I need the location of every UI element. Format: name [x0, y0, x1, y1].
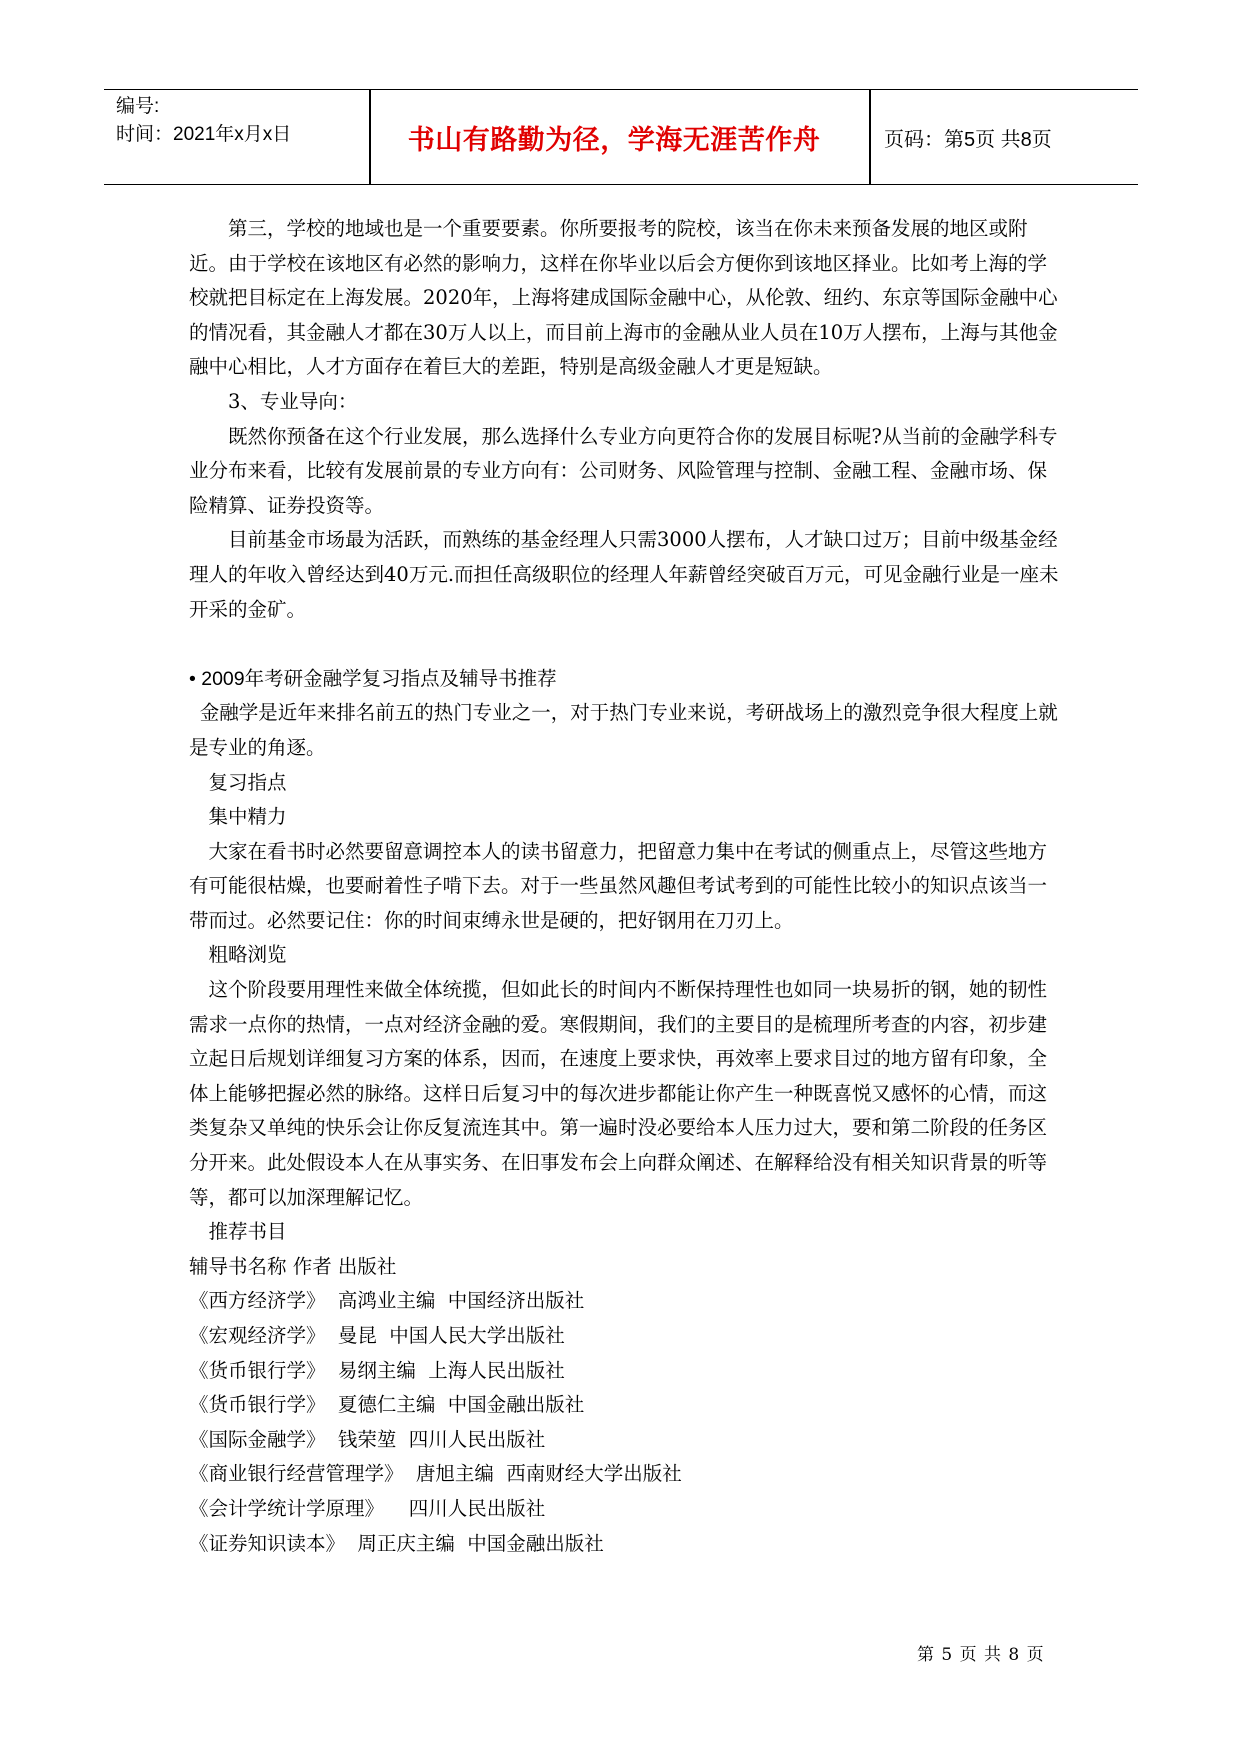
book-item: 《会计学统计学原理》 四川人民出版社	[189, 1496, 546, 1520]
time-label: 时间：2021年x月x日	[116, 124, 292, 145]
document-body	[189, 212, 1065, 1561]
paragraph: 大家在看书时必然要留意调控本人的读书留意力，把留意力集中在考试的侧重点上，尽管这些地方有可能很枯燥，也要耐着性子啃下去。对于一些虽然风趣但考试考到的可能性比较小的知识点该当一带而过。必然要记住：你的时间束缚永世是硬的，把好钢用在刀刃上。	[189, 839, 1048, 932]
subheading: 集中精力	[208, 805, 287, 829]
book-item: 《国际金融学》 钱荣堃 四川人民出版社	[189, 1427, 546, 1451]
book-list-header: 辅导书名称 作者 出版社	[189, 1254, 397, 1278]
subheading: 复习指点	[208, 770, 287, 794]
section-heading: 3、专业导向：	[228, 389, 358, 413]
book-item: 《西方经济学》 高鸿业主编 中国经济出版社	[189, 1289, 585, 1313]
book-item: 《宏观经济学》 曼昆 中国人民大学出版社	[189, 1324, 565, 1347]
header-left-cell	[116, 93, 366, 149]
book-item: 《货币银行学》 易纲主编 上海人民出版社	[189, 1358, 565, 1382]
header-page-label: 页码：第5页 共8页	[884, 128, 1052, 151]
book-item: 《货币银行学》 夏德仁主编 中国金融出版社	[189, 1393, 585, 1417]
book-item: 《证券知识读本》 周正庆主编 中国金融出版社	[189, 1531, 604, 1555]
header-motto: 书山有路勤为径，学海无涯苦作舟	[407, 124, 821, 156]
paragraph: 金融学是近年来排名前五的热门专业之一，对于热门专业来说，考研战场上的激烈竞争很大程度上就是专业的角逐。	[189, 701, 1058, 759]
book-item: 《商业银行经营管理学》 唐旭主编 西南财经大学出版社	[189, 1462, 682, 1486]
paragraph: 第三，学校的地域也是一个重要要素。你所要报考的院校，该当在你未来预备发展的地区或附近。由于学校在该地区有必然的影响力，这样在你毕业以后会方便你到该地区择业。比如考上海的学校就把目标定在上海发展。2020年，上海将建成国际金融中心，从伦敦、纽约、东京等国际金融中心的情况看，其金融人才都在30万人以上，而目前上海市的金融从业人员在10万人摆布，上海与其他金融中心相比，人才方面存在着巨大的差距，特别是高级金融人才更是短缺。	[189, 217, 1058, 379]
paragraph: 既然你预备在这个行业发展，那么选择什么专业方向更符合你的发展目标呢?从当前的金融学科专业分布来看，比较有发展前景的专业方向有：公司财务、风险管理与控制、金融工程、金融市场、保险精算、证券投资等。	[189, 424, 1058, 517]
paragraph: 目前基金市场最为活跃，而熟练的基金经理人只需3000人摆布，人才缺口过万；目前中级基金经理人的年收入曾经达到40万元.而担任高级职位的经理人年薪曾经突破百万元，可见金融行业是一座未开采的金矿。	[189, 528, 1059, 621]
book-list	[189, 1284, 1065, 1561]
page-footer: 第 5 页 共 8 页	[917, 1645, 1045, 1665]
subheading: 推荐书目	[208, 1220, 287, 1244]
subheading: 粗略浏览	[208, 943, 287, 967]
number-label: 编号:	[116, 96, 160, 117]
spacer	[189, 627, 1065, 662]
header-table	[104, 89, 1138, 185]
paragraph: 这个阶段要用理性来做全体统揽，但如此长的时间内不断保持理性也如同一块易折的钢，她的韧性需求一点你的热情，一点对经济金融的爱。寒假期间，我们的主要目的是梳理所考查的内容，初步建立起日后规划详细复习方案的体系，因而，在速度上要求快，再效率上要求目过的地方留有印象，全体上能够把握必然的脉络。这样日后复习中的每次进步都能让你产生一种既喜悦又感怀的心情，而这类复杂又单纯的快乐会让你反复流连其中。第一遍时没必要给本人压力过大，要和第二阶段的任务区分开来。此处假设本人在从事实务、在旧事发布会上向群众阐述、在解释给没有相关知识背景的听等等，都可以加深理解记忆。	[189, 978, 1048, 1209]
bullet-title: • 2009年考研金融学复习指点及辅导书推荐	[189, 667, 557, 690]
